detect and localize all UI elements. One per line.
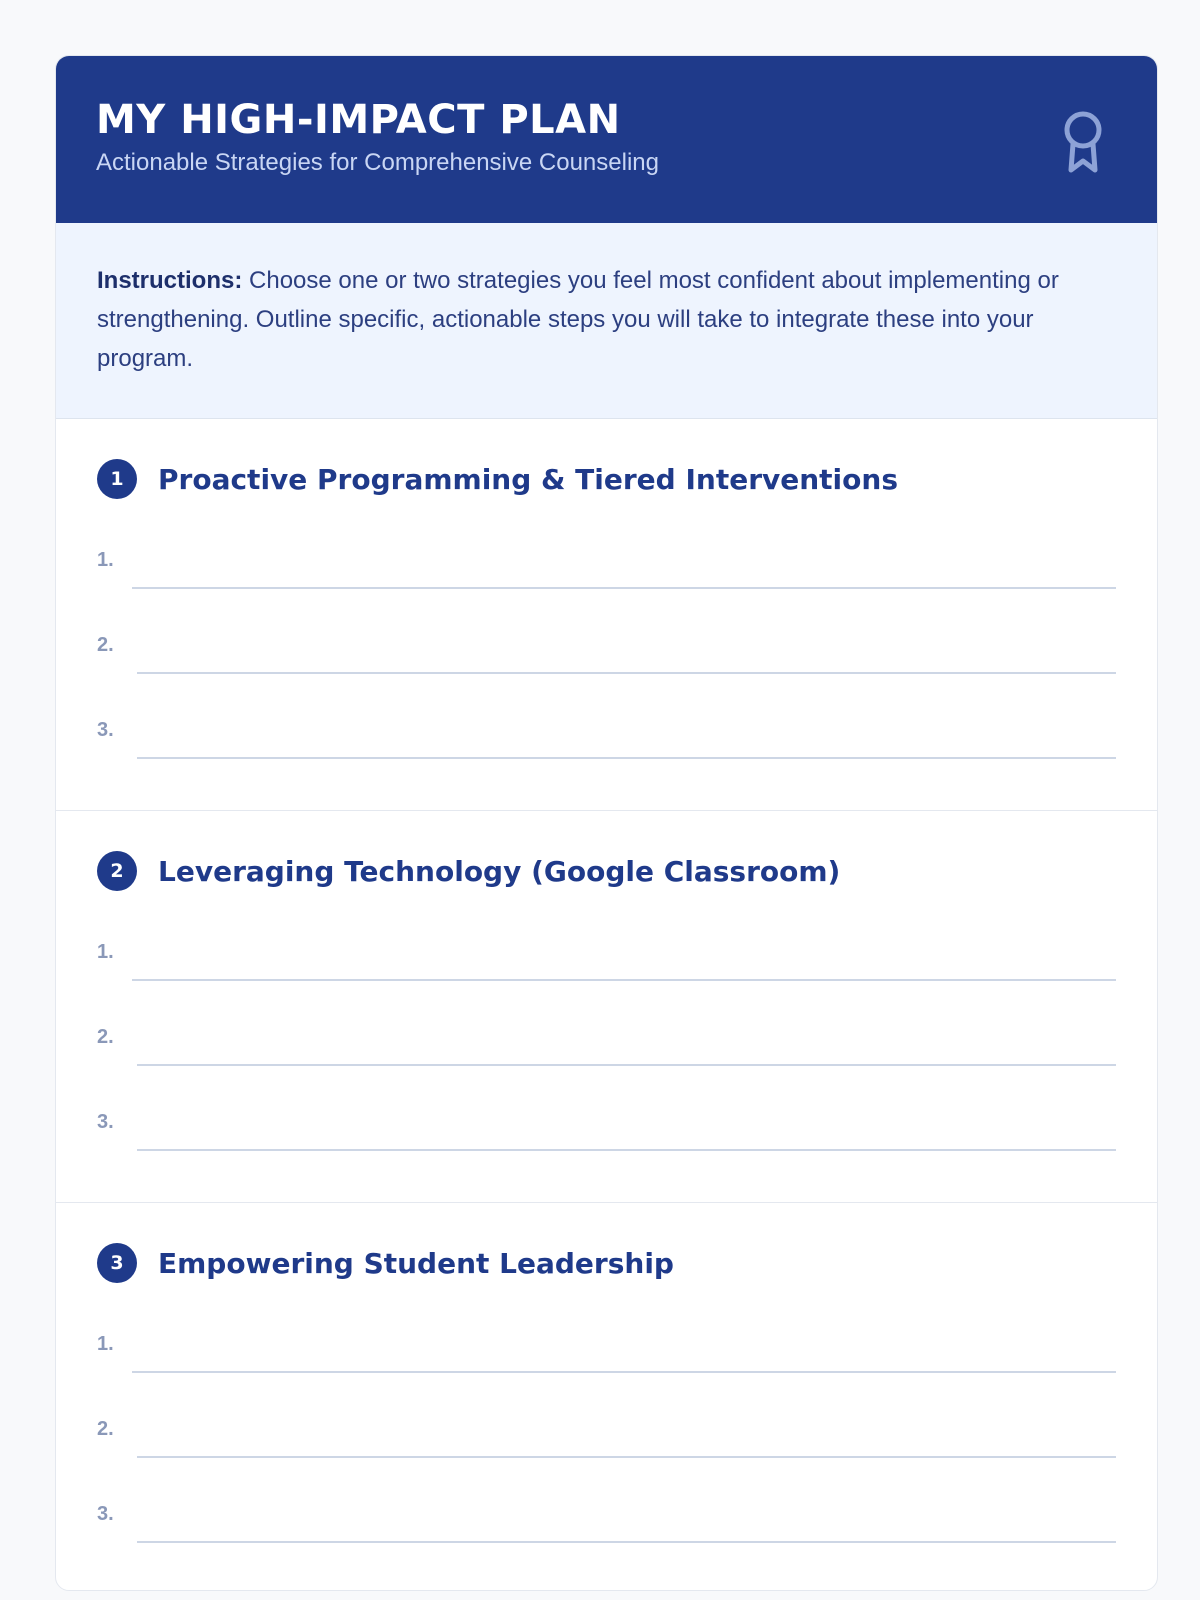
action-step-line[interactable] bbox=[97, 1022, 1116, 1066]
section-number-badge: 1 bbox=[97, 459, 137, 499]
line-number: 3. bbox=[97, 1503, 114, 1525]
section-heading bbox=[97, 459, 898, 499]
action-step-line[interactable] bbox=[97, 545, 1116, 589]
instructions-panel bbox=[56, 223, 1157, 419]
strategy-section-1 bbox=[56, 419, 1157, 811]
line-number: 2. bbox=[97, 634, 114, 656]
line-number: 2. bbox=[97, 1026, 114, 1048]
write-line[interactable] bbox=[137, 1149, 1116, 1151]
section-heading bbox=[97, 851, 840, 891]
instructions-text: Choose one or two strategies you feel most confident about implementing or strengthening. Outline specific, actionable steps you will take to integrate these into your program. bbox=[97, 267, 1059, 372]
section-number-badge: 3 bbox=[97, 1243, 137, 1283]
line-number: 1. bbox=[97, 1333, 114, 1355]
write-line[interactable] bbox=[132, 979, 1116, 981]
action-step-line[interactable] bbox=[97, 1329, 1116, 1373]
award-ribbon-icon bbox=[1061, 108, 1105, 174]
write-line[interactable] bbox=[137, 1064, 1116, 1066]
section-number-badge: 2 bbox=[97, 851, 137, 891]
write-line[interactable] bbox=[137, 1456, 1116, 1458]
section-title: Proactive Programming & Tiered Interventions bbox=[158, 462, 898, 496]
write-line[interactable] bbox=[132, 587, 1116, 589]
write-line[interactable] bbox=[137, 1541, 1116, 1543]
action-step-line[interactable] bbox=[97, 1107, 1116, 1151]
write-line[interactable] bbox=[132, 1371, 1116, 1373]
write-line[interactable] bbox=[137, 757, 1116, 759]
line-number: 1. bbox=[97, 549, 114, 571]
plan-header bbox=[56, 56, 1157, 223]
action-step-line[interactable] bbox=[97, 1499, 1116, 1543]
line-number: 3. bbox=[97, 1111, 114, 1133]
strategy-section-3 bbox=[56, 1203, 1157, 1591]
line-number: 2. bbox=[97, 1418, 114, 1440]
line-number: 3. bbox=[97, 719, 114, 741]
page-title: MY HIGH-IMPACT PLAN bbox=[96, 97, 621, 143]
line-number: 1. bbox=[97, 941, 114, 963]
section-title: Leveraging Technology (Google Classroom) bbox=[158, 854, 841, 888]
section-title: Empowering Student Leadership bbox=[158, 1246, 674, 1280]
page-subtitle: Actionable Strategies for Comprehensive Counseling bbox=[96, 149, 659, 176]
plan-card bbox=[55, 55, 1158, 1591]
strategy-section-2 bbox=[56, 811, 1157, 1203]
instructions-lead: Instructions: bbox=[97, 267, 243, 294]
action-step-line[interactable] bbox=[97, 715, 1116, 759]
action-step-line[interactable] bbox=[97, 937, 1116, 981]
action-step-line[interactable] bbox=[97, 1414, 1116, 1458]
section-heading bbox=[97, 1243, 674, 1283]
action-step-line[interactable] bbox=[97, 630, 1116, 674]
write-line[interactable] bbox=[137, 672, 1116, 674]
